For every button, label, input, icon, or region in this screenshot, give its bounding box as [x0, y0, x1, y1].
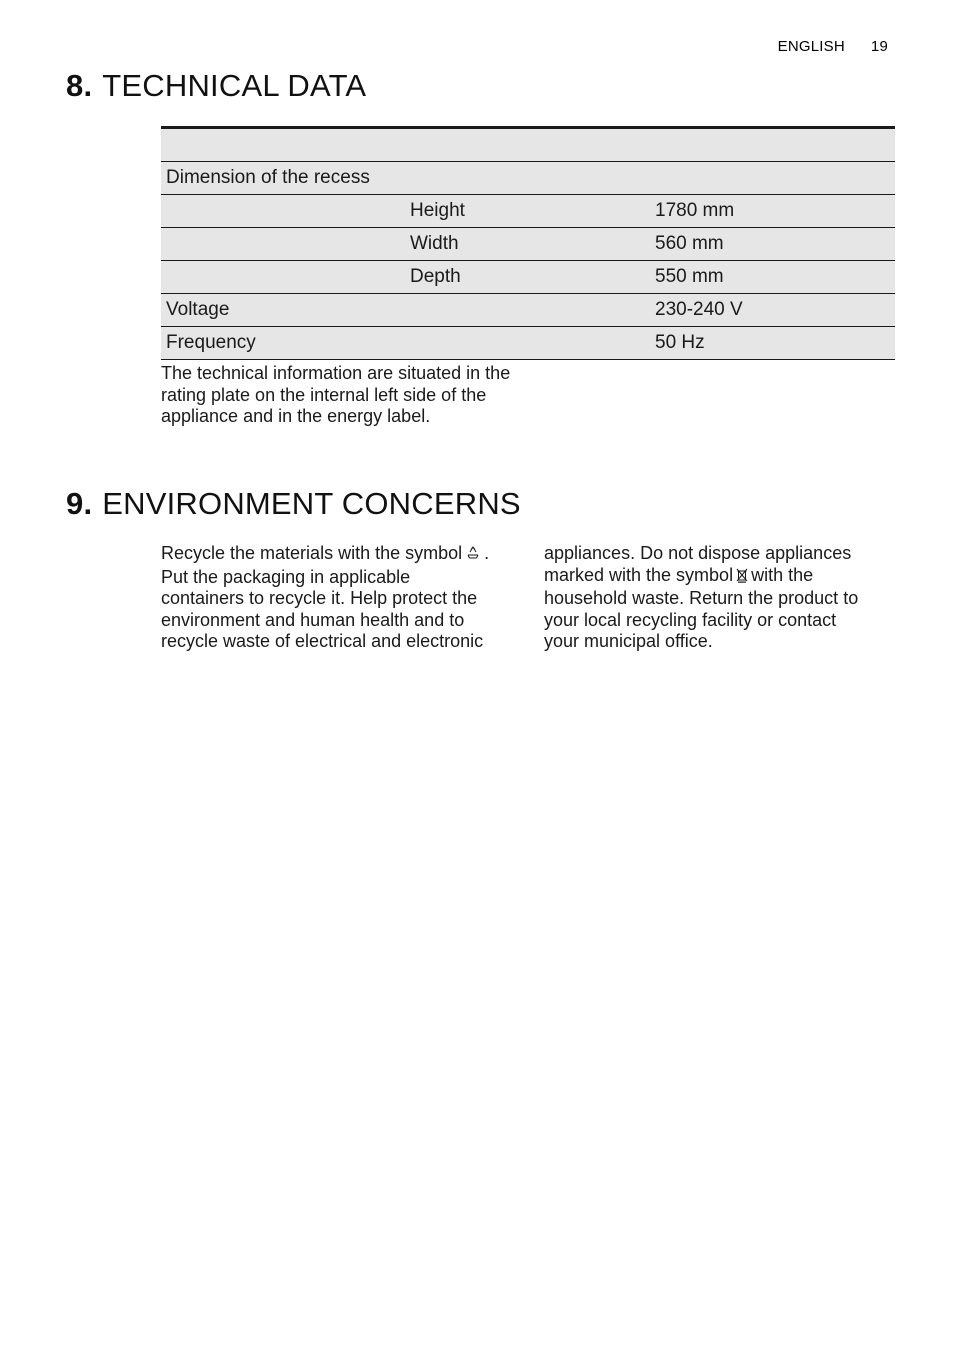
- row-sub: Width: [405, 228, 650, 261]
- row-sub: [405, 294, 650, 327]
- row-value: 50 Hz: [650, 327, 895, 360]
- row-value: 1780 mm: [650, 195, 895, 228]
- crossed-bin-icon: [736, 567, 748, 589]
- technical-note: The technical information are situated in the rating plate on the internal left side of the appliance and in the energy label.: [161, 363, 511, 426]
- table-row: [161, 195, 895, 228]
- environment-text-left: [161, 543, 491, 653]
- page-header: [778, 38, 888, 55]
- table-row: [161, 327, 895, 360]
- env-text-left-2: . Put the packaging in applicable containers to recycle it. Help protect the environment and human health and to recycle waste of electrical and electronic: [161, 543, 490, 651]
- environment-text-right: [544, 543, 874, 653]
- section-9-title-text: ENVIRONMENT CONCERNS: [102, 486, 521, 521]
- env-text-right-2: with the household waste. Return the product to your local recycling facility or contact your municipal office.: [544, 564, 859, 651]
- table-row: [161, 294, 895, 327]
- table-row: [161, 162, 895, 195]
- row-sub: Depth: [405, 261, 650, 294]
- table-row: [161, 228, 895, 261]
- dimension-label: Dimension of the recess: [161, 162, 895, 195]
- recycle-icon: [465, 545, 481, 567]
- env-text-right-1: appliances. Do not dispose appliances marked with the symbol: [544, 543, 852, 585]
- section-8-number: 8.: [66, 68, 93, 103]
- row-label: Voltage: [161, 294, 405, 327]
- technical-data-table: [161, 126, 895, 360]
- row-label: [161, 261, 405, 294]
- section-9-title: [66, 486, 521, 522]
- row-sub: Height: [405, 195, 650, 228]
- row-value: 230-240 V: [650, 294, 895, 327]
- row-value: 550 mm: [650, 261, 895, 294]
- row-label: [161, 228, 405, 261]
- table-header-rule: [161, 128, 895, 162]
- header-language: ENGLISH: [777, 38, 845, 55]
- row-label: [161, 195, 405, 228]
- section-8-title-text: TECHNICAL DATA: [102, 68, 367, 103]
- section-8-title: [66, 68, 366, 104]
- row-label: Frequency: [161, 327, 405, 360]
- row-sub: [405, 327, 650, 360]
- table-row: [161, 261, 895, 294]
- page-number: 19: [870, 38, 888, 55]
- row-value: 560 mm: [650, 228, 895, 261]
- env-text-left-1: Recycle the materials with the symbol: [161, 543, 463, 563]
- section-9-number: 9.: [66, 486, 93, 521]
